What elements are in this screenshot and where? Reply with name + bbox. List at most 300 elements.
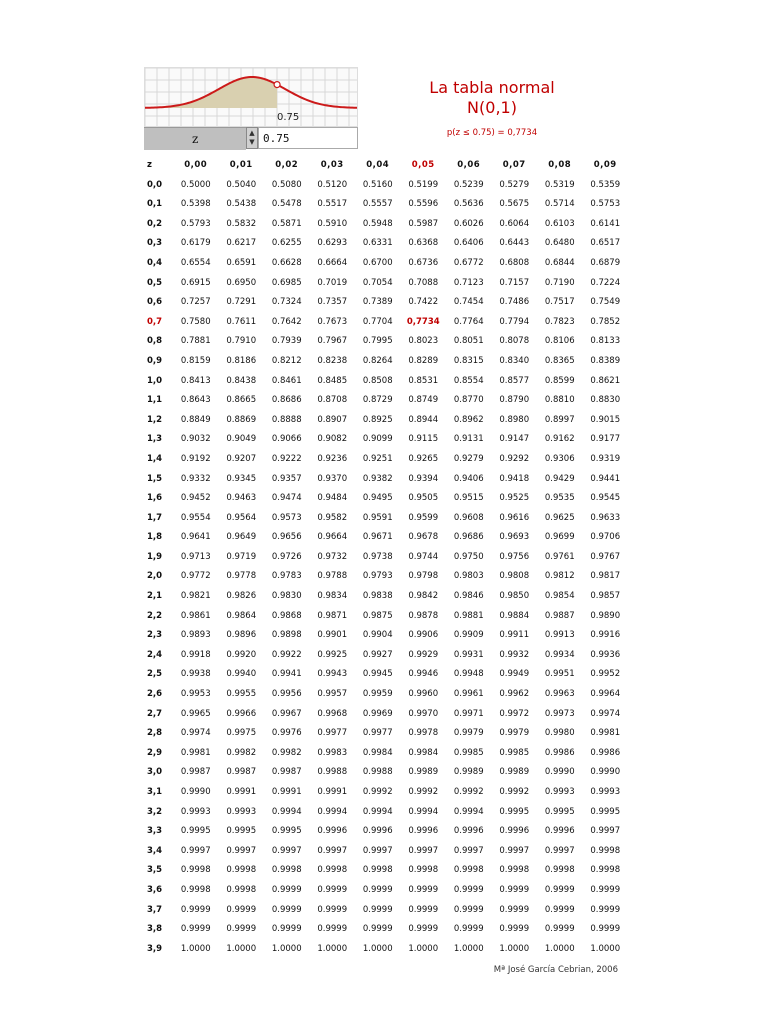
row-header: 0,9	[147, 355, 163, 366]
table-cell: 0.9686	[453, 532, 484, 543]
table-cell: 0.5000	[180, 179, 211, 190]
table-cell: 0.9633	[590, 512, 621, 523]
table-cell: 0.9772	[180, 571, 211, 582]
column-header: 0,08	[548, 160, 572, 170]
table-cell: 0.9989	[453, 767, 484, 778]
table-cell: 0.6517	[590, 238, 621, 249]
table-cell: 0.9982	[271, 747, 302, 758]
table-cell: 0.9890	[590, 610, 621, 621]
table-cell: 0.9999	[226, 904, 257, 915]
table-cell: 0.9993	[180, 806, 211, 817]
table-cell: 0.9418	[499, 473, 530, 484]
table-cell: 0.9972	[499, 708, 530, 719]
table-cell: 0.9066	[271, 434, 302, 445]
table-cell: 0.8830	[590, 395, 621, 406]
table-cell: 0.9969	[362, 708, 393, 719]
table-cell: 0.5517	[317, 199, 348, 210]
row-header: 2,4	[147, 649, 163, 660]
table-cell: 0.7454	[453, 297, 484, 308]
table-cell: 0.9177	[590, 434, 621, 445]
table-cell: 0.8389	[590, 355, 621, 366]
table-row	[143, 489, 628, 509]
table-cell: 0.8159	[180, 355, 211, 366]
table-cell: 0.9893	[180, 630, 211, 641]
table-cell: 0.9999	[317, 884, 348, 895]
table-cell: 0.9406	[453, 473, 484, 484]
row-header: 0,7	[147, 316, 163, 327]
table-row	[143, 881, 628, 901]
column-header: 0,04	[366, 160, 390, 170]
table-cell: 0.9985	[453, 747, 484, 758]
table-cell: 0.9986	[590, 747, 621, 758]
table-cell: 0.9994	[271, 806, 302, 817]
table-cell: 0.5359	[590, 179, 621, 190]
table-cell: 0.7157	[499, 277, 530, 288]
table-cell: 0.9988	[362, 767, 393, 778]
table-cell: 0.9997	[226, 845, 257, 856]
table-cell: 0.7357	[317, 297, 348, 308]
table-cell: 0.9995	[499, 806, 530, 817]
table-cell: 0.9998	[590, 845, 621, 856]
table-cell: 0.9999	[590, 924, 621, 935]
table-cell: 0.8749	[408, 395, 439, 406]
table-cell: 0.8577	[499, 375, 530, 386]
table-cell: 0.9925	[317, 649, 348, 660]
table-cell: 0.8340	[499, 355, 530, 366]
table-cell: 0.9656	[271, 532, 302, 543]
table-cell: 0.9964	[590, 689, 621, 700]
row-header: 2,2	[147, 610, 163, 621]
table-cell: 0.9999	[271, 884, 302, 895]
table-cell: 0.9991	[271, 787, 302, 797]
table-cell: 0.9817	[590, 571, 621, 582]
table-cell: 0.9999	[544, 904, 575, 915]
table-cell: 0.5438	[226, 199, 257, 210]
table-cell: 0.9664	[317, 532, 348, 543]
table-cell: 0.9131	[453, 434, 484, 445]
table-row	[143, 274, 628, 294]
row-header: 0,2	[147, 218, 163, 229]
table-cell: 0.7580	[180, 316, 211, 327]
table-cell: 0.9977	[362, 728, 393, 739]
table-cell: 0.7517	[544, 297, 575, 308]
table-cell: 0.6255	[271, 238, 302, 249]
z-controls	[144, 127, 358, 149]
z-value-input[interactable]	[258, 127, 358, 149]
table-cell: 0.9967	[271, 708, 302, 719]
table-cell: 0.6141	[590, 218, 621, 229]
table-row	[143, 293, 628, 313]
table-cell: 0.9984	[408, 747, 439, 758]
title-block	[400, 78, 584, 118]
table-cell: 0.8849	[180, 414, 211, 425]
table-row	[143, 411, 628, 431]
table-cell: 0.7486	[499, 297, 530, 308]
table-cell: 0.9649	[226, 532, 257, 543]
table-cell: 0.9989	[499, 767, 530, 778]
table-cell: 0.9999	[180, 924, 211, 935]
table-cell: 0.9999	[317, 904, 348, 915]
row-header: 2,5	[147, 669, 163, 680]
table-cell: 0.9977	[317, 728, 348, 739]
row-header: 1,4	[147, 453, 163, 464]
table-cell: 0.9996	[362, 826, 393, 837]
table-cell: 0.8485	[317, 375, 348, 386]
spinner-down-icon[interactable]: ▼	[249, 138, 255, 146]
table-cell: 0.9960	[408, 689, 439, 700]
table-cell: 0.6293	[317, 238, 348, 249]
table-body	[143, 176, 628, 960]
table-cell: 0.6664	[317, 257, 348, 268]
row-header: 0,8	[147, 336, 163, 347]
table-cell: 0.9719	[226, 551, 257, 562]
table-cell: 0.7389	[362, 297, 393, 308]
table-cell: 0.9994	[362, 806, 393, 817]
table-cell: 0.5040	[226, 179, 257, 190]
table-cell: 0.9999	[226, 924, 257, 935]
table-cell: 0.9992	[453, 787, 484, 797]
table-cell: 0.9988	[317, 767, 348, 778]
table-cell: 0.8980	[499, 414, 530, 425]
row-header: 1,8	[147, 532, 163, 543]
table-cell: 0.8729	[362, 395, 393, 406]
row-header: 3,1	[147, 787, 163, 797]
table-cell: 0.8212	[271, 355, 302, 366]
table-cell: 0.9998	[362, 865, 393, 876]
table-cell: 0.9927	[362, 649, 393, 660]
table-cell: 0.8438	[226, 375, 257, 386]
table-cell: 0.9993	[590, 787, 621, 797]
table-cell: 0.9082	[317, 434, 348, 445]
table-cell: 0.9788	[317, 571, 348, 582]
table-cell: 0.9999	[271, 924, 302, 935]
table-cell: 0.9913	[544, 630, 575, 641]
table-cell: 0.8770	[453, 395, 484, 406]
table-cell: 0.6103	[544, 218, 575, 229]
table-cell: 0.9515	[453, 493, 484, 504]
row-header: 3,4	[147, 845, 163, 856]
table-cell: 0.9901	[317, 630, 348, 641]
table-cell: 0.9826	[226, 591, 257, 602]
table-cell: 0.7611	[226, 316, 257, 327]
table-cell: 0.9985	[499, 747, 530, 758]
table-cell: 0.9049	[226, 434, 257, 445]
table-cell: 0.9982	[226, 747, 257, 758]
table-cell: 0.9983	[317, 747, 348, 758]
table-cell: 0.9868	[271, 610, 302, 621]
table-cell: 0.9994	[453, 806, 484, 817]
table-row	[143, 822, 628, 842]
column-header: 0,02	[275, 160, 299, 170]
table-cell: 0.9279	[453, 453, 484, 464]
z-spinner[interactable]	[246, 127, 258, 149]
table-cell: 0.8686	[271, 395, 302, 406]
page-subtitle: N(0,1)	[467, 98, 517, 117]
table-cell: 0.9922	[271, 649, 302, 660]
table-cell: 0.9429	[544, 473, 575, 484]
table-row	[143, 744, 628, 764]
table-cell: 0.6554	[180, 257, 211, 268]
table-row	[143, 254, 628, 274]
table-cell: 0.9842	[408, 591, 439, 602]
z-marker-handle[interactable]	[274, 82, 280, 88]
column-header: 0,01	[229, 160, 253, 170]
table-row	[143, 567, 628, 587]
table-row	[143, 391, 628, 411]
table-cell: 0.9961	[453, 689, 484, 700]
table-cell: 0.9484	[317, 493, 348, 504]
table-cell: 0.9738	[362, 551, 393, 562]
table-cell: 0.9564	[226, 512, 257, 523]
column-header: 0,06	[457, 160, 481, 170]
table-cell: 0.9999	[408, 904, 439, 915]
table-cell: 0.9999	[180, 904, 211, 915]
normal-curve-svg	[145, 68, 358, 127]
table-cell: 0.8869	[226, 414, 257, 425]
table-cell: 0.6217	[226, 238, 257, 249]
table-cell: 0.5120	[317, 179, 348, 190]
table-cell: 0.9980	[544, 728, 575, 739]
table-cell: 0.6915	[180, 277, 211, 288]
table-cell: 0.9981	[180, 747, 211, 758]
table-cell: 0.8106	[544, 336, 575, 347]
table-cell: 0.9545	[590, 493, 621, 504]
table-cell: 0.8790	[499, 395, 530, 406]
table-cell: 0.7422	[408, 297, 439, 308]
row-header: 1,6	[147, 493, 163, 504]
table-cell: 0.5714	[544, 199, 575, 210]
table-cell: 0.5478	[271, 199, 302, 210]
table-cell: 0.8238	[317, 355, 348, 366]
table-row	[143, 450, 628, 470]
table-cell: 0.6406	[453, 238, 484, 249]
row-header: 3,7	[147, 904, 163, 915]
table-cell: 0.8508	[362, 375, 393, 386]
row-header: 1,1	[147, 395, 163, 406]
table-cell: 0.5636	[453, 199, 484, 210]
normal-table	[143, 156, 628, 959]
table-cell: 0.9966	[226, 708, 257, 719]
table-cell: 0.5160	[362, 179, 393, 190]
row-header: 0,1	[147, 199, 163, 210]
table-cell: 0.9987	[226, 767, 257, 778]
table-cell: 0.9978	[408, 728, 439, 739]
table-cell: 0.8051	[453, 336, 484, 347]
table-cell: 0.6179	[180, 238, 211, 249]
author-credit: Mª José García Cebrian, 2006	[493, 965, 618, 975]
table-cell: 0.8599	[544, 375, 575, 386]
table-cell: 0.7291	[226, 297, 257, 308]
row-header: 3,2	[147, 806, 163, 817]
table-cell: 0.9641	[180, 532, 211, 543]
table-cell: 0.8925	[362, 414, 393, 425]
table-cell: 0.9838	[362, 591, 393, 602]
table-cell: 0.9999	[362, 924, 393, 935]
table-cell: 0.9875	[362, 610, 393, 621]
table-cell: 0.9999	[408, 924, 439, 935]
row-header: 1,7	[147, 512, 163, 523]
table-cell: 0.5910	[317, 218, 348, 229]
table-row	[143, 705, 628, 725]
table-cell: 0.6628	[271, 257, 302, 268]
table-cell: 0.6064	[499, 218, 530, 229]
table-cell: 0.9599	[408, 512, 439, 523]
table-cell: 0.6985	[271, 277, 302, 288]
table-cell: 0.9992	[362, 787, 393, 797]
table-cell: 0.6950	[226, 277, 257, 288]
table-cell: 0.9952	[590, 669, 621, 680]
table-cell: 0.9998	[180, 865, 211, 876]
z-column-header: z	[147, 160, 153, 170]
table-cell: 0.9932	[499, 649, 530, 660]
table-cell: 1.0000	[453, 943, 484, 954]
table-cell: 0.9999	[544, 924, 575, 935]
table-row	[143, 763, 628, 783]
table-cell: 0.7673	[317, 316, 348, 327]
table-cell: 0.9998	[499, 865, 530, 876]
table-cell: 0.8643	[180, 395, 211, 406]
table-cell: 0.9957	[317, 689, 348, 700]
table-cell: 0.9999	[590, 904, 621, 915]
table-cell: 0.9821	[180, 591, 211, 602]
table-cell: 0.9997	[453, 845, 484, 856]
table-cell: 0.9931	[453, 649, 484, 660]
table-cell: 0.9857	[590, 591, 621, 602]
table-cell: 0.9767	[590, 551, 621, 562]
table-cell: 0.9778	[226, 571, 257, 582]
table-cell: 0.6808	[499, 257, 530, 268]
table-cell: 0.9732	[317, 551, 348, 562]
table-cell: 0.9830	[271, 591, 302, 602]
table-cell: 0.9974	[590, 708, 621, 719]
table-cell: 0.9994	[317, 806, 348, 817]
table-cell: 0.9989	[408, 767, 439, 778]
table-cell: 0.9616	[499, 512, 530, 523]
table-cell: 0.9370	[317, 473, 348, 484]
table-cell: 0.5398	[180, 199, 211, 210]
table-cell: 0.9535	[544, 493, 575, 504]
table-header-row	[143, 156, 628, 176]
table-cell: 0.6700	[362, 257, 393, 268]
table-cell: 0.9678	[408, 532, 439, 543]
spinner-up-icon[interactable]: ▲	[249, 129, 255, 137]
table-cell: 0.7190	[544, 277, 575, 288]
table-cell: 0.9995	[544, 806, 575, 817]
row-header: 3,0	[147, 767, 163, 778]
table-cell: 0.5871	[271, 218, 302, 229]
table-row	[143, 234, 628, 254]
row-header: 3,5	[147, 865, 163, 876]
z-field-label: z	[192, 132, 199, 146]
table-cell: 0.8023	[408, 336, 439, 347]
table-cell: 0.9904	[362, 630, 393, 641]
table-cell: 0.8962	[453, 414, 484, 425]
table-cell: 0.9463	[226, 493, 257, 504]
table-cell: 0.9956	[271, 689, 302, 700]
table-row	[143, 861, 628, 881]
page-title: La tabla normal	[429, 78, 555, 97]
table-row	[143, 607, 628, 627]
row-header: 3,9	[147, 943, 163, 954]
table-cell: 0.9357	[271, 473, 302, 484]
table-cell: 0.7794	[499, 316, 530, 327]
table-cell: 0.6591	[226, 257, 257, 268]
table-cell: 0.9951	[544, 669, 575, 680]
table-cell: 0.9918	[180, 649, 211, 660]
table-cell: 0.8888	[271, 414, 302, 425]
table-cell: 0.8133	[590, 336, 621, 347]
table-cell: 0.8907	[317, 414, 348, 425]
table-cell: 0.5753	[590, 199, 621, 210]
table-cell: 0.9999	[317, 924, 348, 935]
table-cell: 0.9997	[499, 845, 530, 856]
table-cell: 0.9147	[499, 434, 530, 445]
table-cell: 0.9998	[226, 884, 257, 895]
table-cell: 0.9854	[544, 591, 575, 602]
table-cell: 0.9441	[590, 473, 621, 484]
table-cell: 0.6331	[362, 238, 393, 249]
column-header: 0,00	[184, 160, 208, 170]
table-cell: 0.9998	[317, 865, 348, 876]
table-cell: 0.9319	[590, 453, 621, 464]
table-cell: 0.9999	[499, 924, 530, 935]
table-cell: 0.9991	[226, 787, 257, 797]
row-header: 2,9	[147, 747, 163, 758]
table-cell: 0.9995	[226, 826, 257, 837]
table-cell: 0.9990	[180, 787, 211, 797]
row-header: 1,0	[147, 375, 163, 386]
table-cell: 0.9999	[590, 884, 621, 895]
table-cell: 0.9936	[590, 649, 621, 660]
table-cell: 0.9987	[180, 767, 211, 778]
table-cell: 0.9750	[453, 551, 484, 562]
table-cell: 0.9999	[499, 884, 530, 895]
table-cell: 0.9099	[362, 434, 393, 445]
table-cell: 1.0000	[499, 943, 530, 954]
table-row	[143, 372, 628, 392]
table-cell: 0.9850	[499, 591, 530, 602]
table-cell: 0.7642	[271, 316, 302, 327]
table-cell: 0.9032	[180, 434, 211, 445]
table-cell: 0.9834	[317, 591, 348, 602]
table-cell: 0.9884	[499, 610, 530, 621]
row-header: 1,2	[147, 414, 163, 425]
table-row	[143, 901, 628, 921]
table-cell: 0.9993	[226, 806, 257, 817]
table-cell: 0.9793	[362, 571, 393, 582]
table-cell: 0.9992	[408, 787, 439, 797]
table-cell: 0.9997	[544, 845, 575, 856]
row-header: 0,5	[147, 277, 163, 288]
table-cell: 0.9505	[408, 493, 439, 504]
table-row	[143, 685, 628, 705]
table-row	[143, 352, 628, 372]
table-cell: 0.8413	[180, 375, 211, 386]
table-cell: 0.9608	[453, 512, 484, 523]
table-cell: 0.9997	[317, 845, 348, 856]
table-cell: 0.8365	[544, 355, 575, 366]
table-cell: 0.8078	[499, 336, 530, 347]
table-cell: 0.5557	[362, 199, 393, 210]
table-cell: 0.9726	[271, 551, 302, 562]
row-header: 0,0	[147, 179, 163, 190]
row-header: 1,3	[147, 434, 163, 445]
table-cell: 0.9871	[317, 610, 348, 621]
table-cell: 0.6368	[408, 238, 439, 249]
row-header: 2,1	[147, 591, 163, 602]
normal-distribution-widget	[144, 67, 358, 149]
row-header: 0,3	[147, 238, 163, 249]
